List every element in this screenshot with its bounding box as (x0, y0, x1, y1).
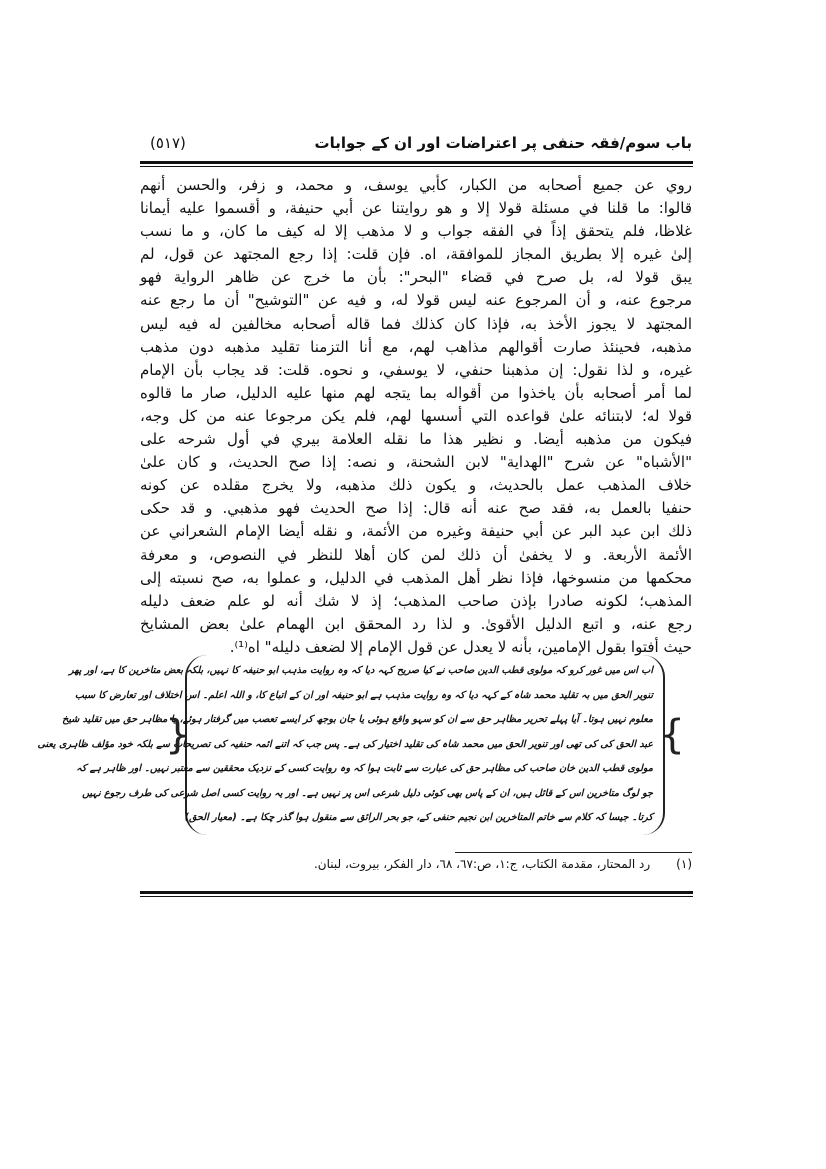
text-line: غيره، و لذا نقول: إن مذهبنا حنفي، لا يوسفي، و نحوه. قلت: قد يجاب بأن الإمام (140, 360, 692, 379)
text-line: خلاف المذهب عمل بالحديث، و يكون ذلك مذهبه، ولا يخرج مقلده عن كونه (140, 476, 692, 495)
urdu-text-line: جو لوگ متاخرین اس کے قائل ہیں، ان کے پاس بھی کوئی دلیل شرعی اس پر نہیں ہے۔ اور یہ روایت کسی اصل شرعی کی طرف رجوع نہیں (82, 787, 653, 799)
footnote-separator (455, 852, 692, 853)
text-line: فيكون من مذهبه أيضا. و نظير هذا ما نقله العلامة بيري في أول شرحه على (140, 430, 692, 449)
header-double-rule (140, 161, 693, 167)
text-line: قالوا: ما قلنا في مسئلة قولا إلا و هو روايتنا عن أبي حنيفة، و أقسموا عليه أيمانا (140, 199, 692, 218)
text-line: ذلك ابن عبد البر عن أبي حنيفة وغيره من الأئمة، و نقله أيضا الإمام الشعراني عن (140, 522, 692, 541)
page-number: (٥١٧) (150, 134, 186, 152)
text-line: "الأشباه" عن شرح "الهداية" لابن الشحنة، و نصه: إذا صح الحديث، و كان علىٰ (140, 453, 692, 472)
text-line: يبق قولا له، بل صرح في قضاء "البحر": بأن ما خرج عن ظاهر الرواية فهو (140, 268, 692, 287)
urdu-text-line: عبد الحق کی کی تھی اور تنویر الحق میں محمد شاہ کی تقلید اختیار کی ہے۔ پس جب کہ اتنے ائمہ حنفیہ کی تصریحات سے بلکہ خود مؤلف ظاہری یعنی (37, 738, 653, 750)
chapter-title: باب سوم/فقہ حنفی پر اعتراضات اور ان کے جوابات (314, 134, 692, 152)
text-line: غلاظا، فلم يتحقق إذاً في الفقه جواب و لا مذهب إلا له كيف ما كان، و ما نسب (140, 222, 692, 241)
urdu-text-line: اب اس میں غور کرو کہ مولوی قطب الدین صاحب نے کیا صریح کہہ دیا کہ وہ روایت مذہب ابو حنیفہ کا نہیں، بلکہ بعض متاخرین کا ہے، اور پھر (69, 665, 653, 676)
text-line: حنفيا بالعمل به، فقد صح عنه أنه قال: إذا صح الحديث فهو مذهبي. و قد حكى (140, 499, 692, 518)
footnote-text: رد المحتار، مقدمة الكتاب، ج:١، ص:٦٧، ٦٨، دار الفكر، بيروت، لبنان. (313, 857, 651, 871)
urdu-text-line: کرتا۔ جیسا کہ کلام سے خاتم المتاخرین ابن نجیم حنفی کے، جو بحر الرائق سے منقول ہوا گذر چکا ہے۔ (معیار الحق) (184, 812, 653, 823)
urdu-text-line: معلوم نہیں ہوتا۔ آیا پہلے تحریر مظاہر حق سے ان کو سہو واقع ہوئی یا جان بوجھ کر ایسے تعصب میں گرفتار ہوئے، یا مظاہر حق میں تقلید شیخ (62, 714, 653, 725)
text-line: الأئمة الأربعة. و لا يخفىٰ أن ذلك لمن كان أهلا للنظر في النصوص، و معرفة (140, 545, 692, 564)
brace-left-icon: { (165, 712, 191, 758)
footer-double-rule (140, 891, 693, 897)
text-line: محكمها من منسوخها، فإذا نظر أهل المذهب في الدليل، و عملوا به، صح نسبته إلى (140, 568, 692, 587)
text-line: مرجوع عنه، و أن المرجوع عنه ليس قولا له، و فيه عن "التوشيح" أن ما رجع عنه (140, 291, 692, 310)
text-line: لما أمر أصحابه بأن ياخذوا من أقواله بما يتجه لهم منها عليه الدليل، صار ما قالوه (140, 383, 692, 402)
brace-right-icon: } (659, 712, 685, 758)
running-header (140, 132, 692, 158)
text-line: روي عن جميع أصحابه من الكبار، كأبي يوسف، و محمد، و زفر، والحسن أنهم (140, 176, 692, 194)
text-line: مذهبه، فحينئذ صارت أقوالهم مذاهب لهم، مع أنا التزمنا تقليد مذهبه دون مذهب (140, 337, 692, 356)
text-line: حيث أفتوا بقول الإمامين، بأنه لا يعدل عن قول الإمام إلا لضعف دليله" اه⁽¹⁾. (229, 637, 692, 656)
urdu-commentary-box (37, 655, 685, 835)
urdu-text-line: تنویر الحق میں بہ تقلید محمد شاہ کے کہہ دیا کہ وہ روایت مذہب ہے ابو حنیفہ اور ان کے اتباع کا، و اللہ اعلم۔ اس اختلاف اور تعارض کا سبب (74, 689, 653, 701)
urdu-text-line: مولوی قطب الدین خان صاحب کی مظاہر حق کی عبارت سے ثابت ہوا کہ وہ روایت کسی کے نزدیک محققین سے معتبر نہیں۔ اور ظاہر ہے کہ (76, 763, 653, 774)
footnote-number: (١) (676, 857, 692, 871)
text-line: قولا له؛ لابتنائه علىٰ قواعده التي أسسها لهم، فلم يكن مرجوعا عنه من كل وجه، (140, 406, 692, 425)
text-line: المذهب؛ لكونه صادرا بإذن صاحب المذهب؛ إذ لا شك أنه لو علم ضعف دليله (140, 591, 692, 610)
footnote (300, 857, 692, 871)
arabic-text-body (140, 174, 692, 659)
text-line: رجع عنه، و اتبع الدليل الأقوىٰ. و لذا رد المحقق ابن الهمام علىٰ بعض المشايخ (140, 614, 692, 633)
text-line: المجتهد لا يجوز الأخذ به، فإذا كان كذلك فما قاله أصحابه مخالفين له فيه ليس (140, 314, 692, 333)
text-line: إلىٰ غيره إلا بطريق المجاز للموافقة، اه. فإن قلت: إذا رجع المجتهد عن قول، لم (140, 245, 692, 264)
